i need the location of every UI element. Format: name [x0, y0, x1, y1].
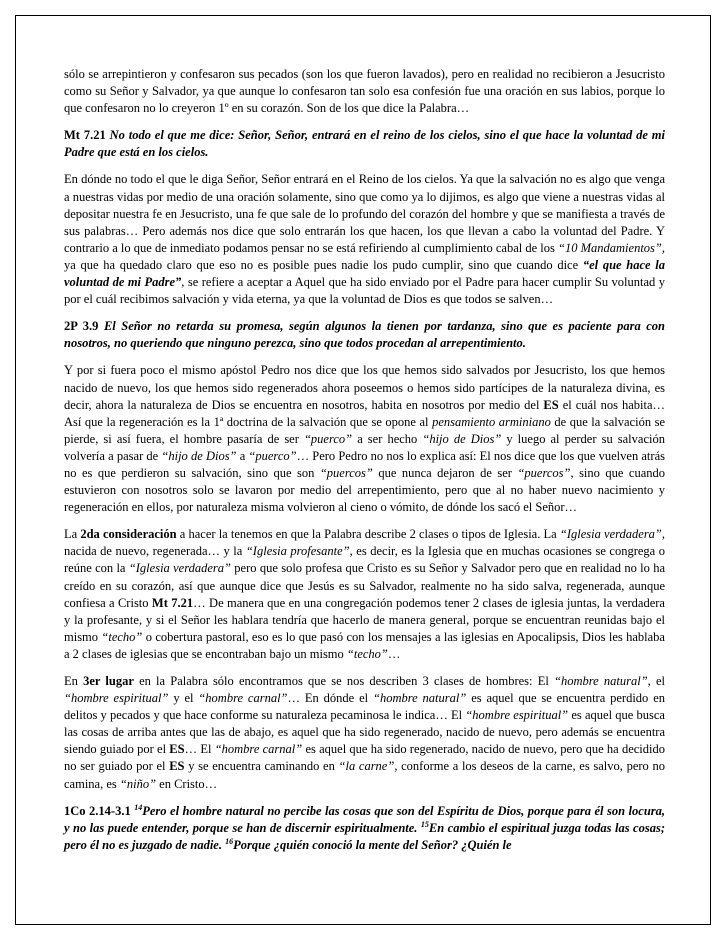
- text-run: pero que solo profesa que Cristo es su Señor y Salvador pero que en realidad no lo ha creído en su corazón, así que aunque dice que Jesús es su Salvador, realmente no ha sido salva, regenerada, aunque confiesa a Cristo: [64, 561, 666, 610]
- italic-term: pensamiento arminiano: [432, 414, 551, 429]
- text-run: …: [387, 646, 401, 661]
- italic-term: “hombre carnal”: [214, 742, 303, 757]
- verse-reference: 2P 3.9: [64, 319, 99, 334]
- text-run: … El: [184, 742, 215, 757]
- verse-number: 14: [134, 802, 143, 812]
- italic-term: “la carne”: [338, 759, 395, 774]
- verse-quote: No todo el que me dice: Señor, Señor, entrará en el reino de los cielos, sino el que hace la voluntad de mi Padre que está en los cielos.: [64, 128, 666, 160]
- verse-reference: Mt 7.21: [64, 128, 106, 143]
- text-run: , ya que ha quedado claro que eso no es posible pues nadie los pudo cumplir, sino que cuando dice: [64, 240, 665, 272]
- text-run: y se encuentra caminando en: [184, 759, 339, 774]
- italic-term: “hijo de Dios”: [422, 431, 502, 446]
- verse-quote: Pero el hombre natural no percibe las cosas que son del Espíritu de Dios, porque para él son locura, y no las puede entender, porque se han de discernir espiritualmente.: [64, 803, 666, 835]
- italic-term: “puerco”: [248, 448, 297, 463]
- para-3er-lugar: [64, 673, 665, 793]
- italic-term: “hombre natural”: [373, 691, 467, 706]
- para-en-donde: [64, 171, 665, 308]
- italic-term: “10 Mandamientos”: [558, 240, 662, 255]
- italic-term: “Iglesia profesante”: [245, 544, 350, 559]
- italic-term: “hombre natural”: [554, 674, 648, 688]
- text-run: es aquel que ha sido regenerado, nacido de nuevo, pero que ha decidido no ser guiado por el: [64, 742, 666, 774]
- text-run: sólo se arrepintieron y confesaron sus pecados (son los que fueron lavados), pero en realidad no recibieron a Jesucristo como su Señor y Salvador, ya que aunque lo confesaron tan solo esa confesión fue una oración en sus labios, porque lo que confesaron no lo creyeron 1º en su corazón. Son de los que dice la Palabra…: [64, 67, 665, 116]
- text-run: o cobertura pastoral, eso es lo que pasó con los mensajes a las iglesias en Apocalipsis, Dios les hablaba a 2 clases de iglesias que se encontraban bajo un mismo: [64, 629, 665, 661]
- text-run: en Cristo…: [156, 776, 218, 791]
- text-run: y luego al perder su salvación volvería a pasar de: [64, 431, 665, 463]
- text-run: de que la salvación se pierde, si así fuera, el hombre pasaría de ser: [64, 414, 666, 446]
- verse-quote: En cambio el espiritual juzga todas las cosas; pero él no es juzgado de nadie.: [64, 820, 665, 852]
- bold-term: ES: [543, 397, 559, 412]
- text-run: a hacer la tenemos en que la Palabra describe 2 clases o tipos de Iglesia. La: [176, 527, 560, 542]
- verse-quote: Porque ¿quién conoció la mente del Señor? ¿Quién le: [233, 837, 512, 852]
- text-run: a: [236, 448, 249, 463]
- text-run: es aquel que busca las cosas de arriba antes que las de abajo, es aquel que ha sido regenerado, nacido de nuevo, pero además se encuentra siendo guiado por el: [64, 708, 665, 757]
- text-run: Y por si fuera poco el mismo apóstol Pedro nos dice que los que hemos sido salvados por Jesucristo, los que hemos nacido de nuevo, los que hemos sido regenerados ahora poseemos o hemos sido partícipes de la naturaleza divina, es decir, ahora la naturaleza de Dios se encuentra en nosotros, habita en nosotros por medio del: [64, 363, 665, 412]
- bold-term: 2da consideración: [80, 527, 177, 542]
- verse-mt-7-21: [64, 127, 665, 161]
- text-run: … De manera que en una congregación podemos tener 2 clases de iglesia juntas, la verdadera y la profesante, y si el Señor les hablara tendría que hacerlo de manera general, porque se encuentran reunidas bajo el mismo: [64, 595, 665, 644]
- para-y-por-si: [64, 362, 665, 516]
- text-run: , el: [647, 674, 665, 688]
- bold-term: ES: [169, 759, 185, 774]
- para-intro: [64, 66, 665, 117]
- text-run: En: [64, 674, 84, 688]
- italic-term: “techo”: [101, 629, 143, 644]
- text-run: a ser hecho: [352, 431, 423, 446]
- italic-term: “hombre carnal”: [198, 691, 288, 706]
- verse-number: 15: [420, 819, 429, 829]
- italic-term: “niño”: [119, 776, 157, 791]
- italic-term: “hombre espiritual”: [465, 708, 569, 723]
- italic-term: “Iglesia verdadera”: [559, 527, 662, 542]
- italic-term: “hijo de Dios”: [161, 448, 237, 463]
- italic-term: “Iglesia verdadera”: [128, 561, 231, 576]
- italic-term: “puerco”: [303, 431, 353, 446]
- document-page: [15, 15, 711, 925]
- text-run: La: [64, 527, 81, 542]
- italic-term: “hombre espiritual”: [64, 691, 169, 706]
- text-run: y el: [168, 691, 199, 706]
- text-run: , nacida de nuevo, regenerada… y la: [64, 527, 666, 559]
- text-run: , conforme a los deseos de la carne, es salvo, pero no camina, es: [64, 759, 665, 791]
- verse-2p-3-9: [64, 318, 665, 352]
- text-run: … En dónde el: [287, 691, 373, 706]
- verse-number: 16: [225, 836, 234, 846]
- verse-reference: 1Co 2.14-3.1: [64, 803, 131, 818]
- bold-term: 3er lugar: [83, 674, 134, 688]
- italic-term: “puercos”: [319, 465, 373, 480]
- text-run: En dónde no todo el que le diga Señor, Señor entrará en el Reino de los cielos. Ya que la salvación no es algo que venga a nuestras vidas por medio de una oración solamente, sino que como ya lo dijimos, es algo que viene a nuestras vidas al depositar nuestra fe en Jesucristo, una fe que sale de lo profundo del corazón del hombre y que se manifiesta a través de sus palabras… Pero además nos dice que solo entrarán los que hacen, los que llevan a cabo la voluntad del Padre. Y contrario a lo que de inmediato podamos pensar no se está refiriendo al cumplimiento cabal de los: [64, 172, 665, 255]
- text-run: en la Palabra sólo encontramos que se nos describen 3 clases de hombres: El: [133, 674, 555, 688]
- verse-reference: Mt 7.21: [151, 595, 194, 610]
- verse-1co-2-14: [64, 803, 665, 854]
- bold-term: ES: [169, 742, 185, 757]
- text-run: , sino que cuando estuvieron con nosotros solo se lavaron por medio del arrepentimiento, pero que al no haber nuevo nacimiento y regeneración en ellos, por naturaleza misma volvieron al cieno o vómito, de dónde los sacó el Señor…: [64, 465, 665, 515]
- emphasis-quote: “el que hace la voluntad de mi Padre”: [64, 257, 665, 290]
- italic-term: “puercos”: [517, 465, 571, 480]
- text-run: es aquel que se encuentra perdido en delitos y pecados y que hace conforme su naturaleza pecaminosa le indica… El: [64, 691, 665, 723]
- text-run: , es decir, es la Iglesia que en muchas ocasiones se congrega o reúne con la: [64, 544, 665, 576]
- document-body: [64, 66, 665, 864]
- italic-term: “techo”: [346, 646, 388, 661]
- text-run: que nunca dejaron de ser: [372, 465, 518, 480]
- text-run: el cuál nos habita… Así que la regeneración es la 1ª doctrina de la salvación que se opone al: [64, 397, 665, 429]
- text-run: … Pero Pedro no nos lo explica así: El nos dice que los que vuelven atrás no es que perdieron su salvación, sino que son: [64, 448, 665, 480]
- text-run: , se refiere a aceptar a Aquel que ha sido enviado por el Padre para hacer cumplir Su voluntad y por el cuál recibimos salvación y vida eterna, ya que la voluntad de Dios es que todos se salven…: [64, 275, 665, 307]
- verse-quote: El Señor no retarda su promesa, según algunos la tienen por tardanza, sino que es paciente para con nosotros, no queriendo que ninguno perezca, sino que todos procedan al arrepentimiento.: [64, 319, 666, 351]
- para-2da-consideracion: [64, 526, 665, 663]
